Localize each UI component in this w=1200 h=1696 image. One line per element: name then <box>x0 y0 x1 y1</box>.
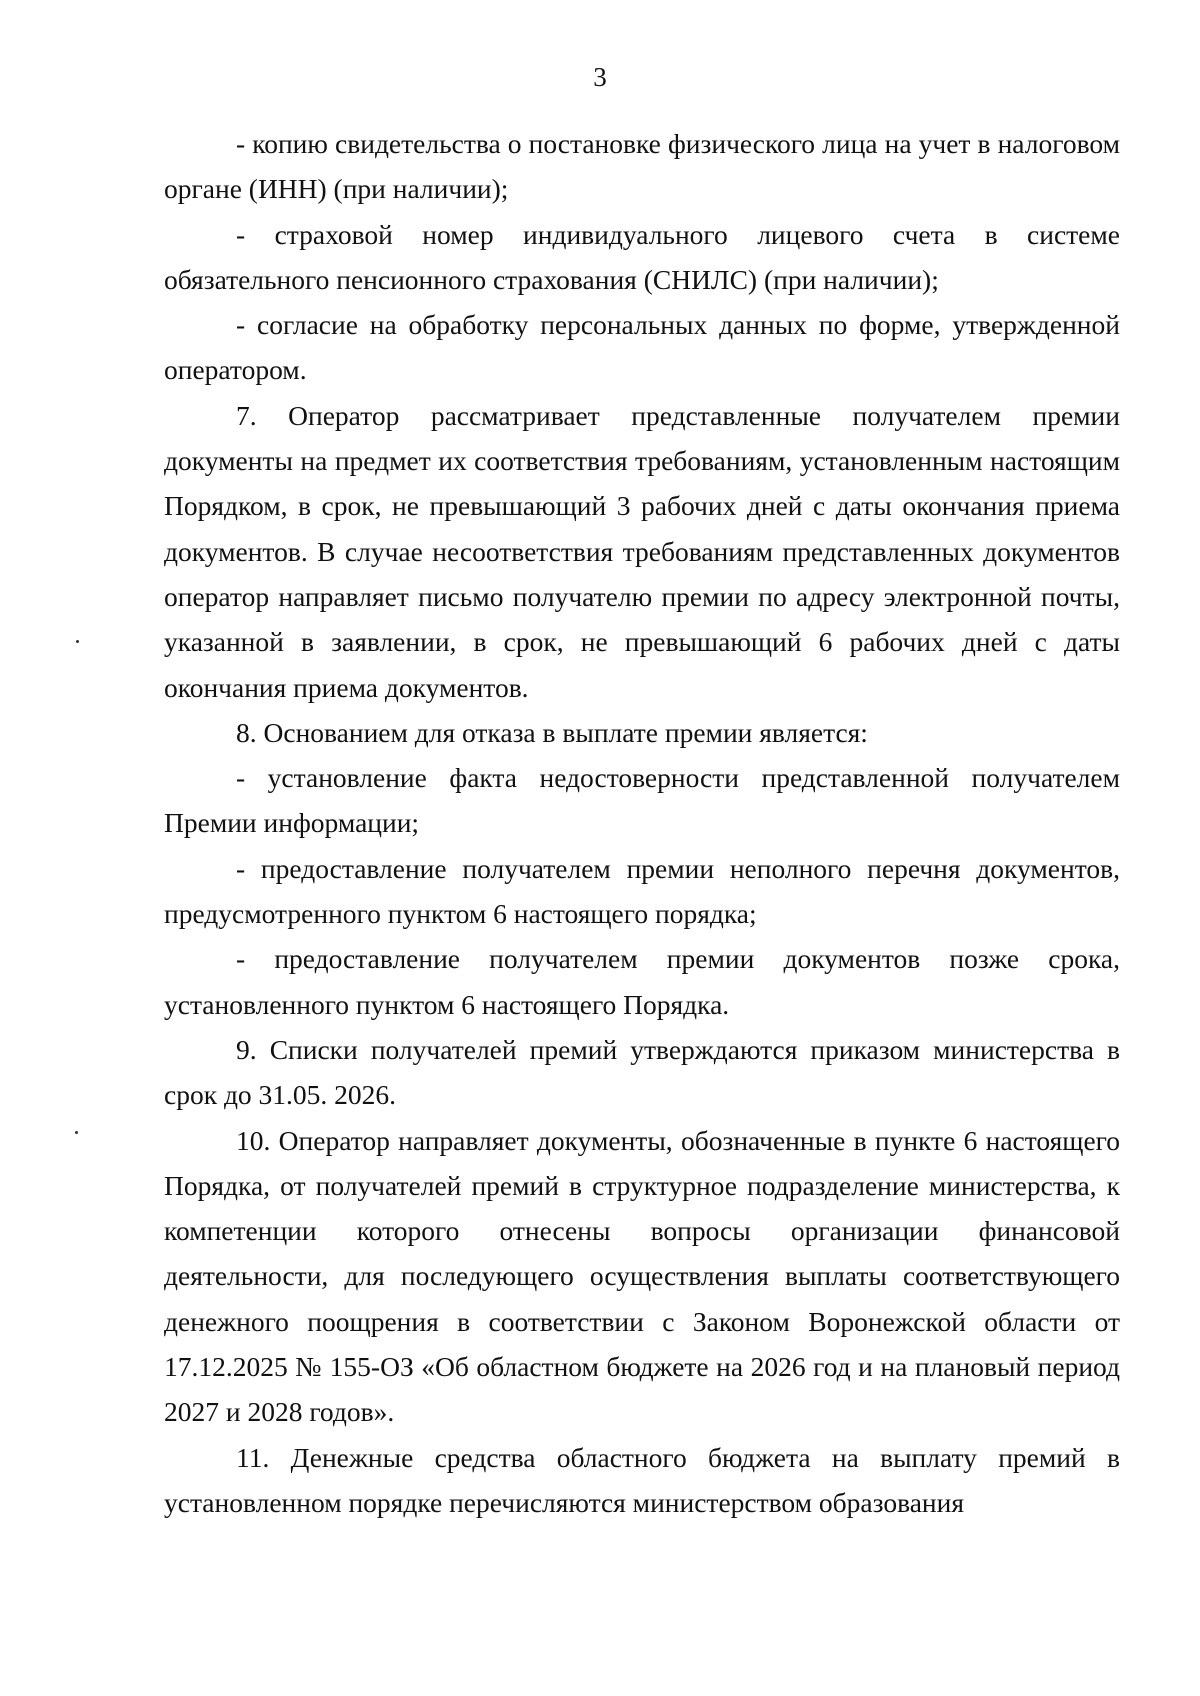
scan-speck <box>75 1131 78 1134</box>
document-body <box>164 121 1120 1525</box>
paragraph-refusal-reason-2: - предоставление получателем премии неполного перечня документов, предусмотренного пунктом 6 настоящего порядка; <box>164 852 1120 930</box>
paragraph-item-10: 10. Оператор направляет документы, обозначенные в пункте 6 настоящего Порядка, от получателей премий в структурное подразделение министерства, к компетенции которого отнесены вопросы организации финансовой деятельности, для последующего осуществления выплаты соответствующего денежного поощрения в соответствии с Законом Воронежской области от 17.12.2025 № 155-ОЗ «Об областном бюджете на 2026 год и на плановый период 2027 и 2028 годов». <box>164 1124 1120 1428</box>
paragraph-inn-copy: - копию свидетельства о постановке физического лица на учет в налоговом органе (ИНН) (при наличии); <box>164 128 1120 205</box>
paragraph-consent: - согласие на обработку персональных данных по форме, утвержденной оператором. <box>164 309 1120 386</box>
paragraph-refusal-reason-1: - установление факта недостоверности представленной получателем Премии информации; <box>164 762 1120 839</box>
paragraph-item-8: 8. Основанием для отказа в выплате премии является: <box>236 716 868 748</box>
page-number: 3 <box>593 62 607 92</box>
paragraph-snils: - страховой номер индивидуального лицевого счета в системе обязательного пенсионного страхования (СНИЛС) (при наличии); <box>164 218 1120 295</box>
scan-speck <box>76 640 79 643</box>
paragraph-item-11: 11. Денежные средства областного бюджета на выплату премий в установленном порядке перечисляются министерством образования <box>164 1441 1120 1518</box>
paragraph-item-7: 7. Оператор рассматривает представленные получателем премии документы на предмет их соответствия требованиям, установленным настоящим Порядком, в срок, не превышающий 3 рабочих дней с даты окончания приема документов. В случае несоответствия требованиям представленных документов оператор направляет письмо получателю премии по адресу электронной почты, указанной в заявлении, в срок, не превышающий 6 рабочих дней с даты окончания приема документов. <box>164 399 1120 703</box>
paragraph-refusal-reason-3: - предоставление получателем премии документов позже срока, установленного пунктом 6 настоящего Порядка. <box>164 943 1120 1020</box>
paragraph-item-9: 9. Списки получателей премий утверждаются приказом министерства в срок до 31.05. 2026. <box>164 1033 1120 1111</box>
